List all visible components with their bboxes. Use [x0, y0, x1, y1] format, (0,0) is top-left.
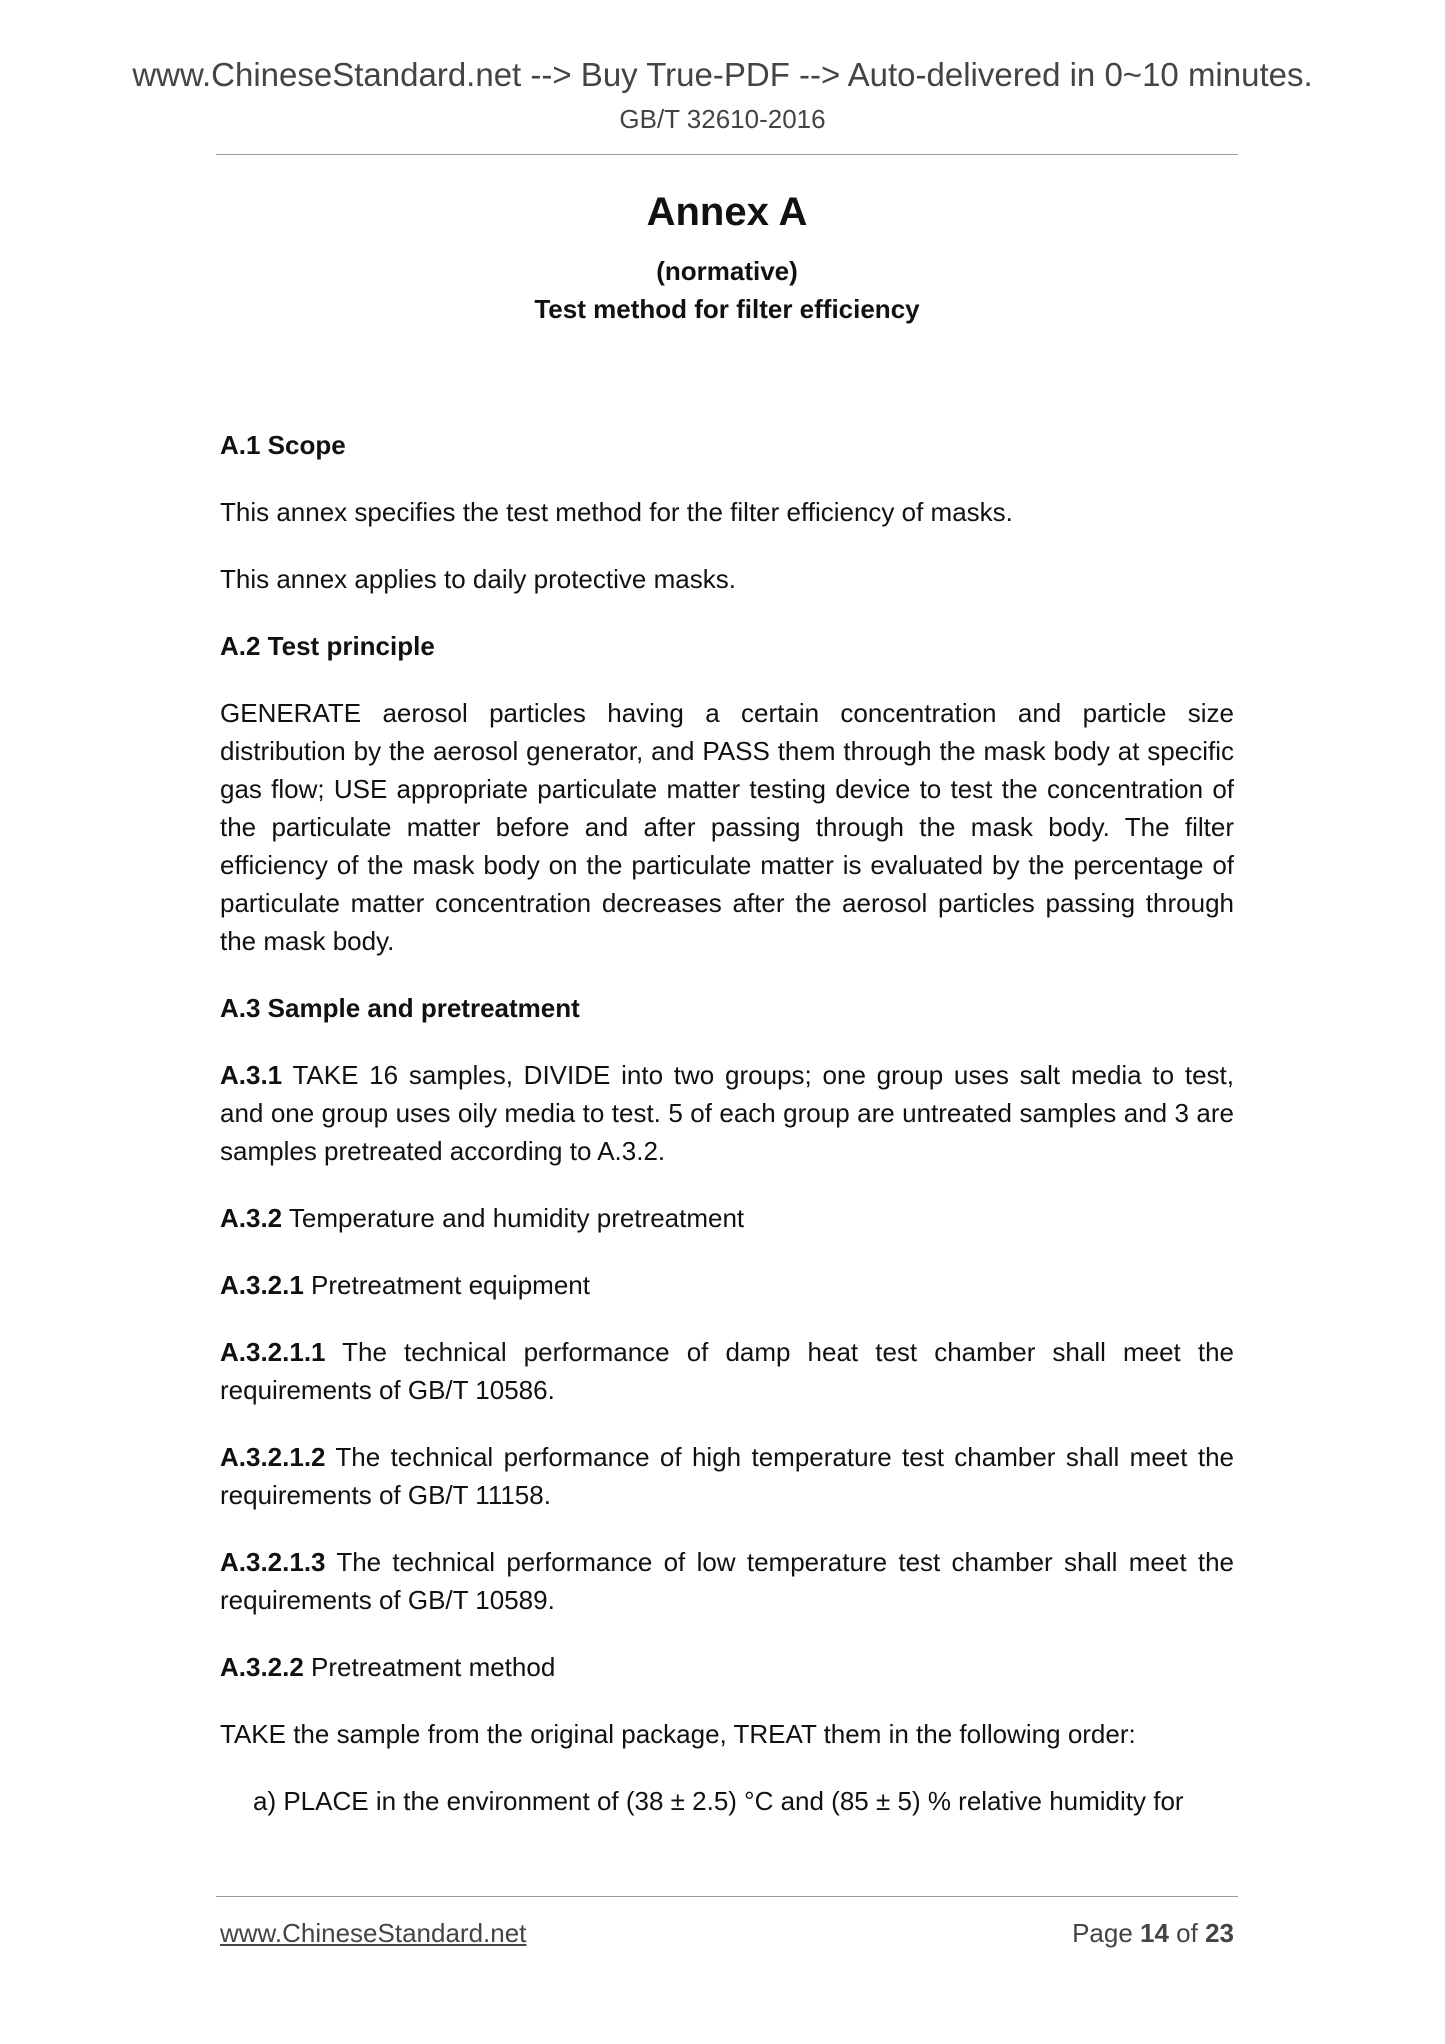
clause-text: The technical performance of high temperature test chamber shall meet the requirements of GB/T 11158. — [220, 1442, 1234, 1510]
annex-title: Annex A — [646, 190, 808, 234]
clause-number: A.3.2.1.2 — [220, 1442, 326, 1472]
document-body — [220, 426, 1234, 1820]
footer-divider — [216, 1896, 1238, 1897]
clause-text: The technical performance of low temperature test chamber shall meet the requirements of GB/T 10589. — [220, 1547, 1234, 1615]
clause-a32 — [220, 1199, 1234, 1237]
footer-website-link[interactable]: www.ChineseStandard.net — [220, 1918, 527, 1948]
clause-text: Temperature and humidity pretreatment — [282, 1203, 745, 1233]
paragraph: This annex specifies the test method for the filter efficiency of masks. — [220, 497, 1013, 527]
section-heading-a2: A.2 Test principle — [220, 631, 435, 661]
clause-text: The technical performance of damp heat test chamber shall meet the requirements of GB/T 10586. — [220, 1337, 1234, 1405]
clause-number: A.3.2.1 — [220, 1270, 304, 1300]
document-code: GB/T 32610-2016 — [619, 104, 826, 134]
clause-number: A.3.2.1.3 — [220, 1547, 326, 1577]
paragraph: TAKE the sample from the original package, TREAT them in the following order: — [220, 1719, 1136, 1749]
clause-text: TAKE 16 samples, DIVIDE into two groups; one group uses salt media to test, and one group uses oily media to test. 5 of each group are untreated samples and 3 are samples pretreated according to A.3.2. — [220, 1060, 1234, 1166]
section-heading-a3: A.3 Sample and pretreatment — [220, 993, 580, 1023]
section-heading-a1: A.1 Scope — [220, 430, 346, 460]
clause-a322 — [220, 1648, 1234, 1686]
clause-a321 — [220, 1266, 1234, 1304]
annex-type: (normative) — [656, 256, 798, 286]
clause-number: A.3.2 — [220, 1203, 283, 1233]
paragraph: This annex applies to daily protective masks. — [220, 564, 736, 594]
page-total: 23 — [1205, 1918, 1234, 1948]
paragraph: GENERATE aerosol particles having a certain concentration and particle size distribution by the aerosol generator, and PASS them through the mask body at specific gas flow; USE appropriate particulate matter testing device to test the concentration of the particulate matter before and after passing through the mask body. The filter efficiency of the mask body on the particulate matter is evaluated by the percentage of particulate matter concentration decreases after the aerosol particles passing through the mask body. — [220, 698, 1234, 956]
top-banner: www.ChineseStandard.net --> Buy True-PDF --> Auto-delivered in 0~10 minutes. — [132, 56, 1313, 93]
clause-text: Pretreatment method — [303, 1652, 556, 1682]
annex-name: Test method for filter efficiency — [534, 294, 920, 324]
clause-a31 — [220, 1056, 1234, 1170]
clause-number: A.3.1 — [220, 1060, 283, 1090]
clause-a3212 — [220, 1438, 1234, 1514]
clause-number: A.3.2.2 — [220, 1652, 304, 1682]
header-divider — [216, 154, 1238, 155]
clause-a3211 — [220, 1333, 1234, 1409]
page-indicator — [1072, 1918, 1234, 1949]
page-of: of — [1168, 1918, 1206, 1948]
page-prefix: Page — [1072, 1918, 1141, 1948]
clause-number: A.3.2.1.1 — [220, 1337, 326, 1367]
clause-a3213 — [220, 1543, 1234, 1619]
page-current: 14 — [1140, 1918, 1169, 1948]
clause-text: Pretreatment equipment — [303, 1270, 590, 1300]
list-item-a: a) PLACE in the environment of (38 ± 2.5) °C and (85 ± 5) % relative humidity for — [253, 1786, 1184, 1816]
